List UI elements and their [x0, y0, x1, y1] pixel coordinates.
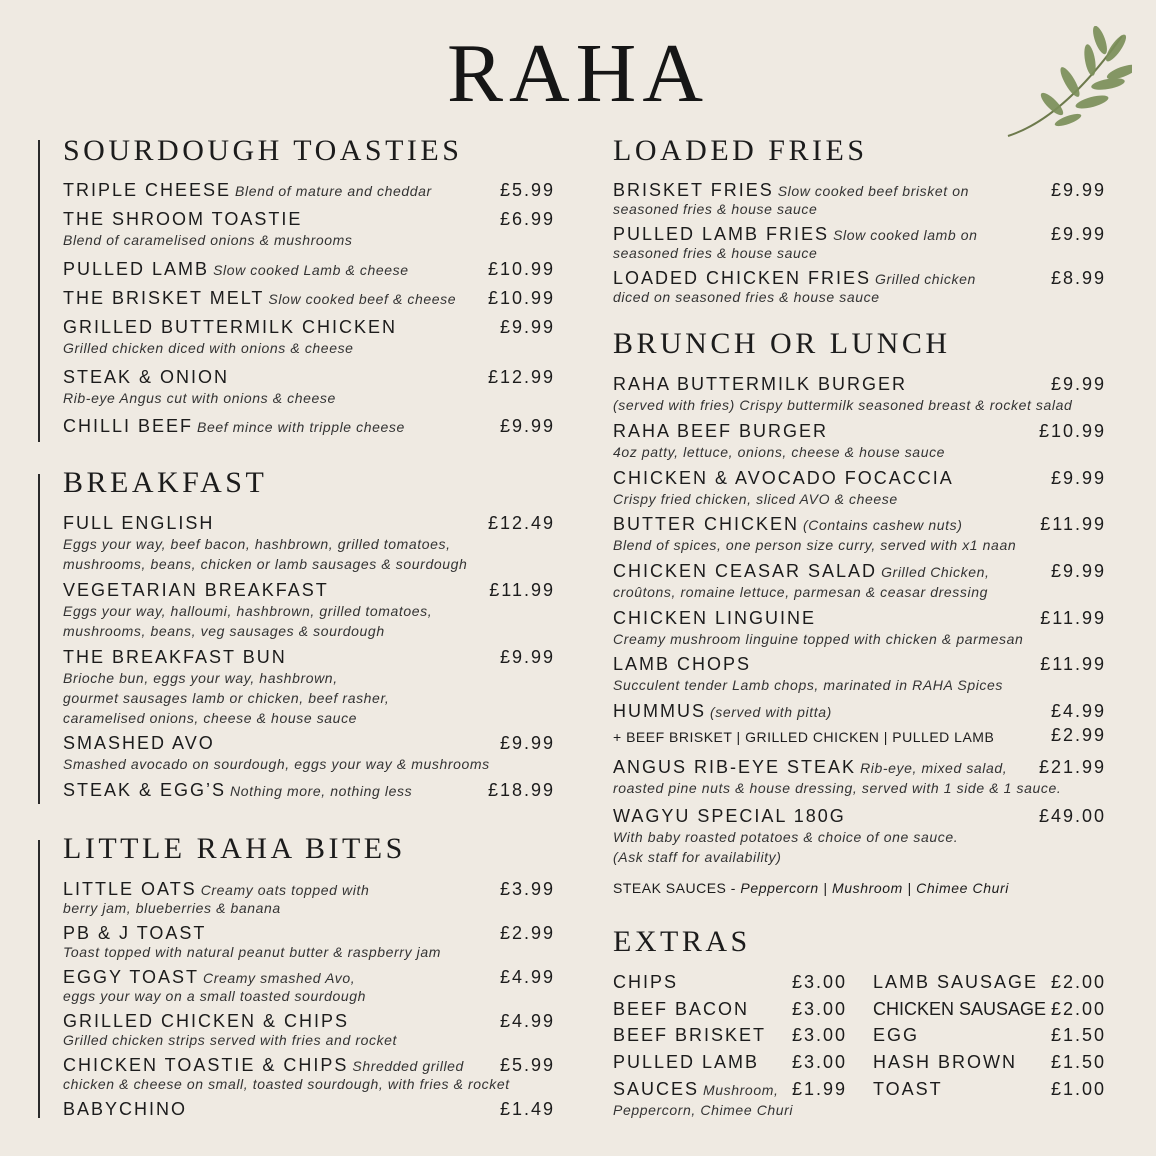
section-divider	[38, 840, 40, 1118]
steak-sauces	[613, 880, 1009, 896]
menu-item	[613, 757, 1061, 798]
extra-item-name: SAUCES	[613, 1079, 700, 1099]
item-price: £10.99	[487, 259, 555, 279]
item-price: £4.99	[499, 1011, 555, 1031]
menu-item	[63, 259, 409, 280]
item-price: £6.99	[499, 209, 555, 229]
item-desc: (served with fries) Crispy buttermilk seasoned breast & rocket salad	[613, 397, 1073, 413]
menu-item	[613, 421, 945, 462]
item-inline-desc: (Contains cashew nuts)	[803, 517, 963, 533]
extra-item-price: £2.00	[1050, 972, 1106, 992]
item-name: CHILLI BEEF	[63, 416, 194, 436]
item-name: CHICKEN TOASTIE & CHIPS	[63, 1055, 349, 1075]
extra-item-price: £3.00	[791, 1052, 847, 1072]
addon-options: + BEEF BRISKET | GRILLED CHICKEN | PULLED LAMB	[613, 729, 995, 745]
menu-item	[613, 701, 832, 722]
item-price: £1.49	[499, 1099, 555, 1119]
section-title-brunch: BRUNCH OR LUNCH	[613, 327, 951, 360]
item-inline-desc: Rib-eye, mixed salad,	[860, 760, 1008, 776]
item-desc: Blend of spices, one person size curry, served with x1 naan	[613, 537, 1017, 553]
item-desc: diced on seasoned fries & house sauce	[613, 289, 880, 305]
item-desc: Brioche bun, eggs your way, hashbrown,	[63, 670, 338, 686]
menu-item	[63, 513, 467, 574]
menu-item	[613, 561, 989, 602]
restaurant-title: RAHA	[446, 27, 709, 120]
menu-item	[63, 416, 405, 437]
item-name: HUMMUS	[613, 701, 706, 721]
item-price: £11.99	[1040, 514, 1106, 534]
item-desc: Rib-eye Angus cut with onions & cheese	[63, 390, 336, 406]
menu-item	[63, 180, 432, 201]
section-title-toasties: SOURDOUGH TOASTIES	[63, 134, 463, 167]
item-price: £5.99	[499, 1055, 555, 1075]
item-price: £10.99	[487, 288, 555, 308]
extra-item-price: £1.50	[1050, 1025, 1106, 1045]
item-desc: With baby roasted potatoes & choice of one sauce.	[613, 829, 959, 845]
item-desc: seasoned fries & house sauce	[613, 245, 818, 261]
section-title-breakfast: BREAKFAST	[63, 466, 268, 499]
item-price: £9.99	[1050, 374, 1106, 394]
menu-item	[613, 806, 958, 867]
addon-price: £2.99	[1050, 725, 1106, 745]
menu-item	[63, 1011, 397, 1048]
item-name: CHICKEN & AVOCADO FOCACCIA	[613, 468, 954, 488]
menu-item	[63, 288, 456, 309]
item-inline-desc: (served with pitta)	[710, 704, 832, 720]
item-desc: Succulent tender Lamb chops, marinated in RAHA Spices	[613, 677, 1004, 693]
steak-sauces-label: STEAK SAUCES -	[613, 880, 736, 896]
item-name: EGGY TOAST	[63, 967, 200, 987]
item-name: THE BREAKFAST BUN	[63, 647, 287, 667]
section-divider	[38, 140, 40, 442]
item-name: WAGYU SPECIAL 180G	[613, 806, 846, 826]
item-name: LITTLE OATS	[63, 879, 197, 899]
item-desc: gourmet sausages lamb or chicken, beef rasher,	[63, 690, 390, 706]
item-name: ANGUS RIB-EYE STEAK	[613, 757, 857, 777]
item-desc: berry jam, blueberries & banana	[63, 900, 281, 916]
item-price: £11.99	[1040, 654, 1106, 674]
menu-item	[63, 879, 369, 916]
item-desc: Peppercorn, Chimee Churi	[613, 1102, 794, 1118]
menu-item	[63, 780, 412, 801]
item-name: LOADED CHICKEN FRIES	[613, 268, 872, 288]
menu-item	[63, 1055, 510, 1092]
menu-item	[63, 647, 389, 728]
item-price: £11.99	[1040, 608, 1106, 628]
menu-item	[63, 580, 432, 641]
item-desc: mushrooms, beans, chicken or lamb sausages & sourdough	[63, 556, 468, 572]
item-name: BRISKET FRIES	[613, 180, 774, 200]
item-name: STEAK & EGG’S	[63, 780, 227, 800]
extra-item-name: BEEF BACON	[613, 999, 750, 1019]
menu-item	[613, 224, 978, 261]
item-name: CHICKEN CEASAR SALAD	[613, 561, 878, 581]
item-name: TRIPLE CHEESE	[63, 180, 232, 200]
menu-item	[63, 209, 353, 250]
item-desc: Eggs your way, beef bacon, hashbrown, grilled tomatoes,	[63, 536, 451, 552]
item-name: VEGETARIAN BREAKFAST	[63, 580, 329, 600]
item-name: PB & J TOAST	[63, 923, 207, 943]
item-price: £11.99	[489, 580, 555, 600]
item-desc: chicken & cheese on small, toasted sourdough, with fries & rocket	[63, 1076, 510, 1092]
item-inline-desc: Nothing more, nothing less	[230, 783, 413, 799]
item-name: RAHA BUTTERMILK BURGER	[613, 374, 908, 394]
item-price: £9.99	[499, 647, 555, 667]
item-desc: mushrooms, beans, veg sausages & sourdough	[63, 623, 385, 639]
menu-item	[63, 967, 366, 1004]
item-desc: Smashed avocado on sourdough, eggs your way & mushrooms	[63, 756, 490, 772]
menu-item	[613, 514, 1016, 555]
extra-item-name: LAMB SAUSAGE	[873, 972, 1039, 992]
item-name: BABYCHINO	[63, 1099, 188, 1119]
item-inline-desc: Blend of mature and cheddar	[235, 183, 432, 199]
extra-item-name: CHICKEN SAUSAGE	[873, 999, 1047, 1019]
item-name: THE SHROOM TOASTIE	[63, 209, 303, 229]
item-price: £9.99	[499, 317, 555, 337]
item-price: £21.99	[1038, 757, 1106, 777]
item-inline-desc: Creamy oats topped with	[200, 882, 370, 898]
item-name: CHICKEN LINGUINE	[613, 608, 817, 628]
item-price: £12.99	[487, 367, 555, 387]
item-name: FULL ENGLISH	[63, 513, 215, 533]
menu-item	[63, 923, 441, 960]
steak-sauces-options: Peppercorn | Mushroom | Chimee Churi	[740, 880, 1009, 896]
item-name: GRILLED BUTTERMILK CHICKEN	[63, 317, 398, 337]
item-inline-desc: Grilled chicken	[875, 271, 976, 287]
item-price: £9.99	[1050, 561, 1106, 581]
item-price: £12.49	[487, 513, 555, 533]
item-desc: Creamy mushroom linguine topped with chicken & parmesan	[613, 631, 1024, 647]
item-desc: Grilled chicken strips served with fries and rocket	[63, 1032, 398, 1048]
item-desc: 4oz patty, lettuce, onions, cheese & house sauce	[613, 444, 946, 460]
item-price: £9.99	[1050, 180, 1106, 200]
section-title-extras: EXTRAS	[613, 925, 751, 958]
extra-item	[613, 1079, 793, 1120]
item-name: PULLED LAMB	[63, 259, 210, 279]
menu-item	[63, 733, 490, 774]
menu-item	[63, 367, 336, 408]
item-price: £9.99	[1050, 224, 1106, 244]
item-desc: caramelised onions, cheese & house sauce	[63, 710, 358, 726]
menu-item	[613, 180, 969, 217]
item-price: £49.00	[1038, 806, 1106, 826]
item-desc: Crispy fried chicken, sliced AVO & cheese	[613, 491, 898, 507]
item-inline-desc: Mushroom,	[703, 1082, 779, 1098]
item-inline-desc: Slow cooked lamb on	[833, 227, 978, 243]
menu-item	[613, 468, 954, 509]
extra-item-price: £3.00	[791, 972, 847, 992]
item-desc: roasted pine nuts & house dressing, served with 1 side & 1 sauce.	[613, 780, 1062, 796]
item-price: £5.99	[499, 180, 555, 200]
item-desc: (Ask staff for availability)	[613, 849, 782, 865]
item-desc: Toast topped with natural peanut butter & raspberry jam	[63, 944, 442, 960]
item-name: PULLED LAMB FRIES	[613, 224, 830, 244]
item-inline-desc: Shredded grilled	[352, 1058, 464, 1074]
item-inline-desc: Slow cooked Lamb & cheese	[213, 262, 409, 278]
menu-item	[613, 654, 1003, 695]
extra-item-price: £1.00	[1050, 1079, 1106, 1099]
section-title-fries: LOADED FRIES	[613, 134, 868, 167]
extra-item-name: HASH BROWN	[873, 1052, 1018, 1072]
item-inline-desc: Slow cooked beef & cheese	[268, 291, 457, 307]
item-name: RAHA BEEF BURGER	[613, 421, 829, 441]
item-name: THE BRISKET MELT	[63, 288, 265, 308]
item-inline-desc: Slow cooked beef brisket on	[777, 183, 970, 199]
extra-item-price: £1.50	[1050, 1052, 1106, 1072]
menu-item	[613, 374, 1072, 415]
extra-item-price: £2.00	[1050, 999, 1106, 1019]
item-name: STEAK & ONION	[63, 367, 230, 387]
item-inline-desc: Beef mince with tripple cheese	[197, 419, 405, 435]
extra-item-name: PULLED LAMB	[613, 1052, 760, 1072]
item-price: £3.99	[499, 879, 555, 899]
item-inline-desc: Grilled Chicken,	[881, 564, 990, 580]
item-name: LAMB CHOPS	[613, 654, 752, 674]
section-divider	[38, 474, 40, 804]
item-desc: Grilled chicken diced with onions & cheese	[63, 340, 354, 356]
item-desc: eggs your way on a small toasted sourdough	[63, 988, 367, 1004]
menu-item	[63, 317, 397, 358]
item-price: £9.99	[1050, 468, 1106, 488]
extra-item-name: EGG	[873, 1025, 920, 1045]
item-name: BUTTER CHICKEN	[613, 514, 800, 534]
extra-item-price: £3.00	[791, 1025, 847, 1045]
extra-item-name: TOAST	[873, 1079, 943, 1099]
item-name: SMASHED AVO	[63, 733, 215, 753]
item-desc: Blend of caramelised onions & mushrooms	[63, 232, 353, 248]
item-price: £8.99	[1050, 268, 1106, 288]
menu-item	[63, 1099, 187, 1120]
extra-item-price: £3.00	[791, 999, 847, 1019]
item-price: £9.99	[499, 733, 555, 753]
item-price: £18.99	[487, 780, 555, 800]
item-price: £4.99	[499, 967, 555, 987]
menu-item	[613, 608, 1023, 649]
item-price: £10.99	[1038, 421, 1106, 441]
item-price: £9.99	[499, 416, 555, 436]
menu-item	[613, 268, 976, 305]
leaf-sprig-icon	[1004, 26, 1132, 144]
item-desc: croûtons, romaine lettuce, parmesan & ceasar dressing	[613, 584, 988, 600]
extra-item-name: CHIPS	[613, 972, 679, 992]
item-price: £2.99	[499, 923, 555, 943]
extra-item-name: BEEF BRISKET	[613, 1025, 767, 1045]
item-price: £4.99	[1050, 701, 1106, 721]
section-title-bites: LITTLE RAHA BITES	[63, 832, 406, 865]
item-desc: seasoned fries & house sauce	[613, 201, 818, 217]
item-desc: Eggs your way, halloumi, hashbrown, grilled tomatoes,	[63, 603, 433, 619]
item-inline-desc: Creamy smashed Avo,	[203, 970, 356, 986]
extra-item-price: £1.99	[791, 1079, 847, 1099]
item-name: GRILLED CHICKEN & CHIPS	[63, 1011, 350, 1031]
